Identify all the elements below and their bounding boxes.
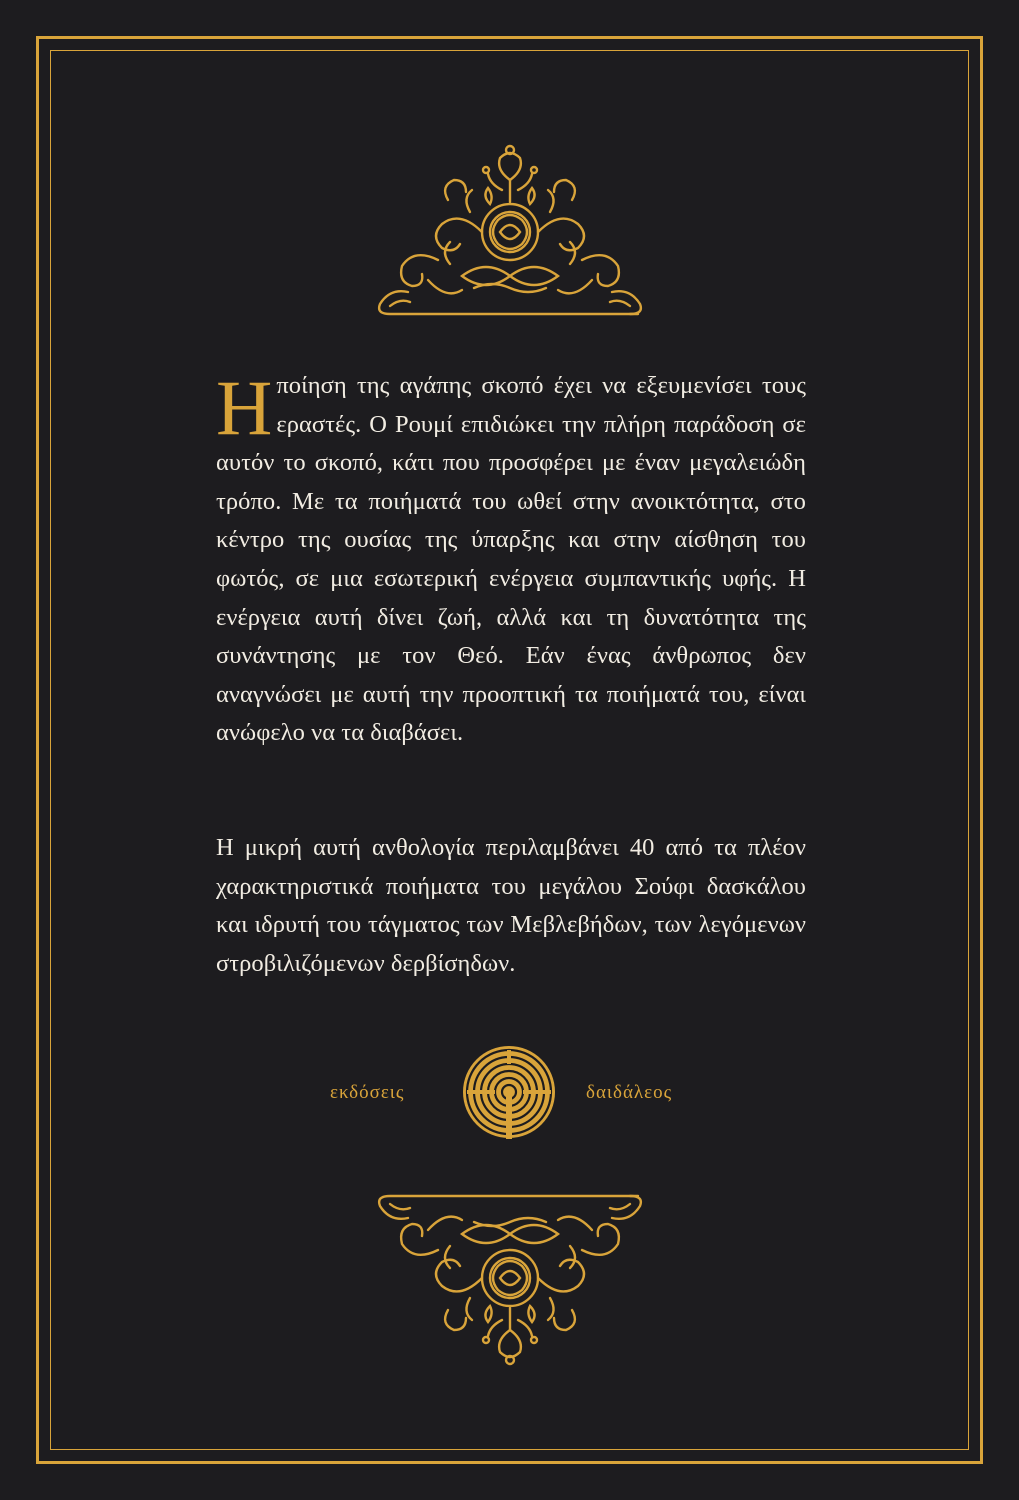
ornate-filigree-top-icon — [350, 140, 670, 320]
anthology-paragraph — [216, 829, 806, 983]
publisher-word-left: εκδόσεις — [330, 1082, 405, 1103]
drop-cap-letter: Η — [216, 364, 273, 451]
intro-paragraph-text: ποίηση της αγάπης σκοπό έχει να εξευμενίσει τους εραστές. Ο Ρουμί επιδιώκει την πλήρη παράδοση σε αυτόν το σκοπό, κάτι που προσφέρει με έναν μεγαλειώδη τρόπο. Με τα ποιήματά του ωθεί στην ανοικτότητα, στο κέντρο της ουσίας της ύπαρξης και στην αίσθηση του φωτός, σε μια εσωτερική ενέργεια συμπαντικής υφής. Η ενέργεια αυτή δίνει ζωή, αλλά και τη δυνατότητα της συνάντησης με τον Θεό. Εάν ένας άνθρωπος δεν αναγνώσει με αυτή την προοπτική τα ποιήματά του, είναι ανώφελο να τα διαβάσει. — [216, 372, 806, 747]
intro-paragraph — [216, 364, 806, 753]
publisher-word-right: δαιδάλεος — [586, 1082, 673, 1103]
anthology-paragraph-text: Η μικρή αυτή ανθολογία περιλαμβάνει 40 από τα πλέον χαρακτηριστικά ποιήματα του μεγάλου Σούφι δασκάλου και ιδρυτή του τάγματος των Μεβλεβήδων, των λεγόμενων στροβιλιζόμενων δερβίσηδων. — [216, 834, 806, 977]
publisher-logo — [460, 1043, 558, 1146]
bottom-ornament — [0, 1190, 1019, 1370]
labyrinth-logo-icon — [460, 1043, 558, 1141]
publisher-mark — [0, 1040, 1019, 1160]
ornate-filigree-bottom-icon — [350, 1190, 670, 1370]
top-ornament — [0, 140, 1019, 320]
